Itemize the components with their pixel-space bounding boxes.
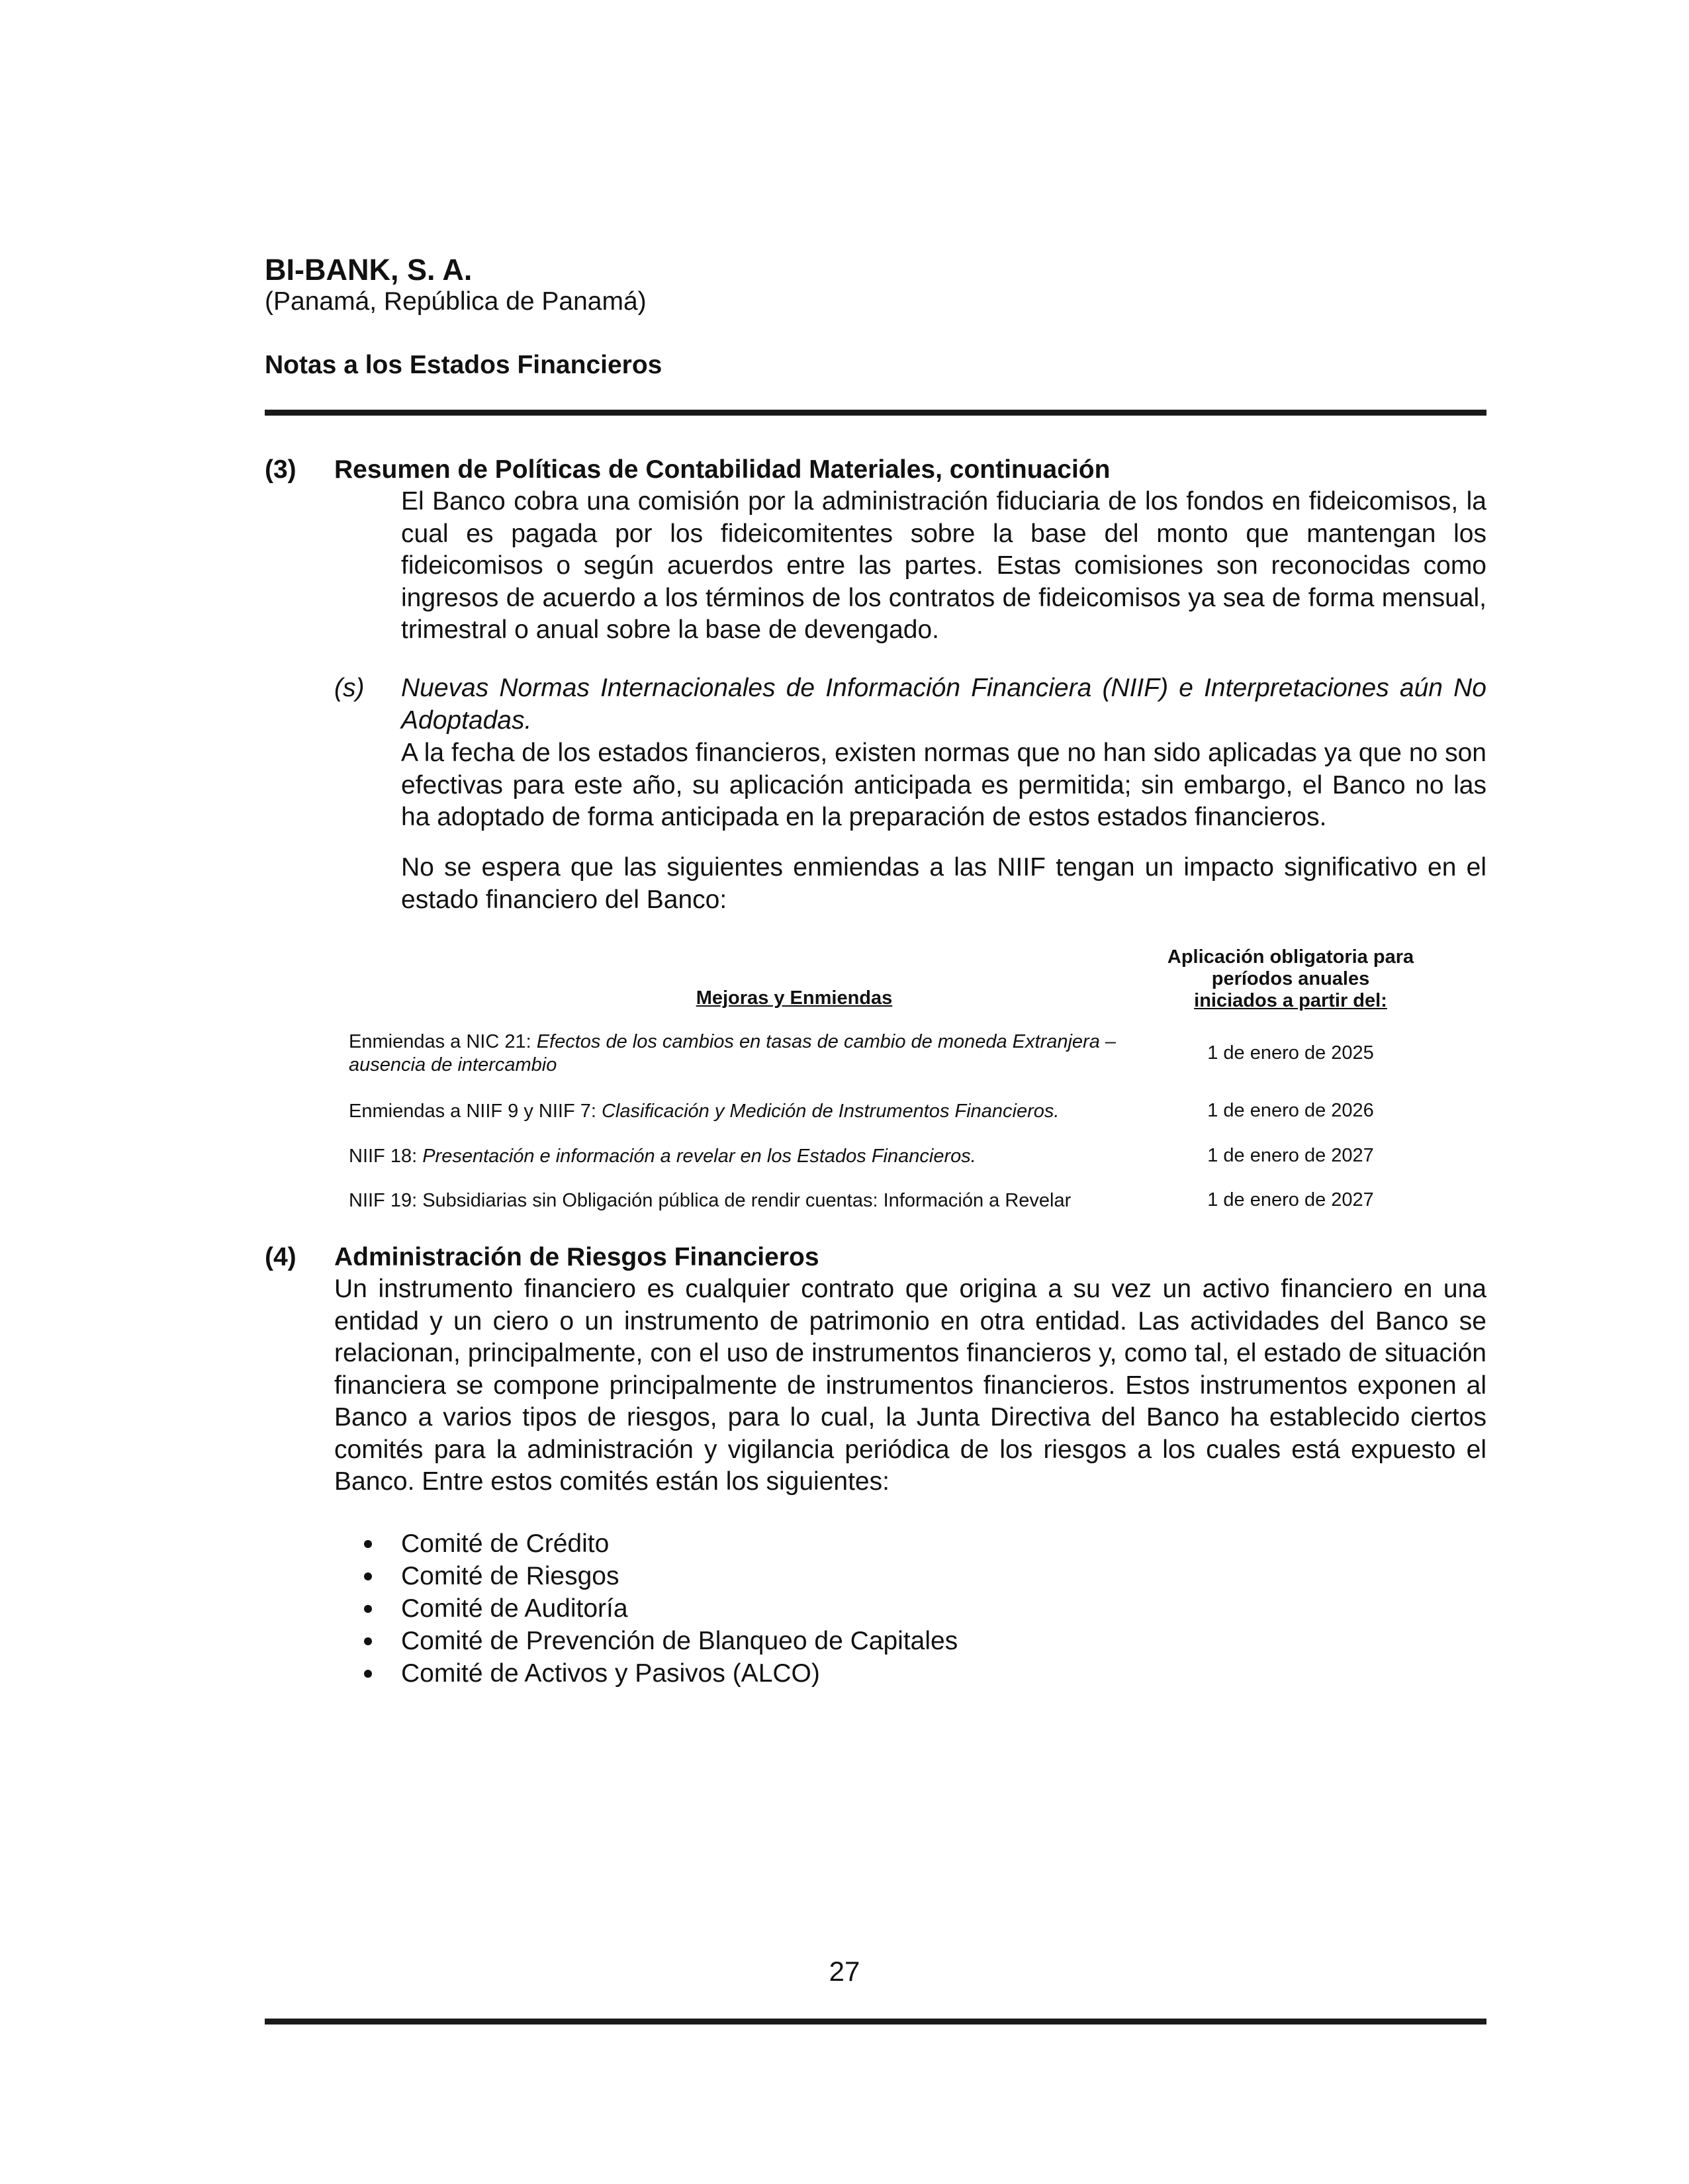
list-item: Comité de Prevención de Blanqueo de Capitales [351,1625,958,1657]
table-header-application-line-1: Aplicación obligatoria para [1167,946,1414,968]
section-3-title: Resumen de Políticas de Contabilidad Materiales, continuación [334,455,1111,484]
section-3-paragraph: El Banco cobra una comisión por la administración fiduciaria de los fondos en fideicomisos, la cual es pagada por los fideicomitentes sobre la base del monto que mantengan los fideicomisos o según acuerdos entre las partes. Estas comisiones son reconocidas como ingresos de acuerdo a los términos de los contratos de fideicomisos ya sea de forma mensual, trimestral o anual sobre la base de devengado. [401,487,1486,644]
list-item: Comité de Auditoría [351,1592,958,1625]
table-row-3-date: 1 de enero de 2027 [1207,1145,1374,1166]
subsection-s-paragraph-1: A la fecha de los estados financieros, existen normas que no han sido aplicadas ya que no son efectivas para este año, su aplicación anticipada es permitida; sin embargo, el Banco no las ha adoptado de forma anticipada en la preparación de estos estados financieros. [401,739,1486,831]
list-item: Comité de Activos y Pasivos (ALCO) [351,1657,958,1690]
table-row-1-description [349,1030,1130,1077]
bullet-icon [364,1605,372,1613]
page-number: 27 [829,1956,860,1987]
subsection-s-label: (s) [334,674,365,702]
table-header-application-line-3: iniciados a partir del: [1194,990,1387,1011]
section-4-paragraph: Un instrumento financiero es cualquier contrato que origina a su vez un activo financiero en una entidad y un ciero o un instrumento de patrimonio en otra entidad. Las actividades del Banco se relacionan, principalmente, con el uso de instrumentos financieros y, como tal, el estado de situación financiera se compone principalmente de instrumentos financieros. Estos instrumentos exponen al Banco a varios tipos de riesgos, para lo cual, la Junta Directiva del Banco ha establecido ciertos comités para la administración y vigilancia periódica de los riesgos a los cuales está expuesto el Banco. Entre estos comités están los siguientes: [334,1275,1486,1496]
table-row-2-prefix: Enmiendas a NIIF 9 y NIIF 7: [349,1101,602,1122]
section-3-number: (3) [265,455,297,484]
table-row-3-italic: Presentación e información a revelar en los Estados Financieros. [422,1146,976,1167]
table-row-4-description [349,1189,1130,1212]
company-country: (Panamá, República de Panamá) [265,287,647,316]
subsection-s-title: Nuevas Normas Internacionales de Información Financiera (NIIF) e Interpretaciones aún No Adoptadas. [401,674,1486,735]
committees-list [351,1527,958,1690]
table-row-4-date: 1 de enero de 2027 [1207,1189,1374,1210]
footer-divider [265,2019,1486,2025]
section-4-number: (4) [265,1243,297,1271]
table-row-2-description [349,1100,1130,1123]
table-row-1-prefix: Enmiendas a NIC 21: [349,1031,537,1052]
company-name: BI-BANK, S. A. [265,253,473,287]
table-row-1-italic: Efectos de los cambios en tasas de cambio de moneda Extranjera – ausencia de intercambio [349,1031,1117,1075]
document-title: Notas a los Estados Financieros [265,351,662,379]
bullet-icon [364,1637,372,1645]
table-row-1-date: 1 de enero de 2025 [1207,1042,1374,1064]
subsection-s-paragraph-2: No se espera que las siguientes enmiendas a las NIIF tengan un impacto significativo en el estado financiero del Banco: [401,853,1486,914]
bullet-icon [364,1670,372,1678]
table-row-2-italic: Clasificación y Medición de Instrumentos Financieros. [601,1101,1060,1122]
table-header-application-line-2: períodos anuales [1211,968,1370,989]
list-item: Comité de Riesgos [351,1560,958,1592]
table-row-3-description [349,1145,1130,1168]
table-header-improvements: Mejoras y Enmiendas [696,987,893,1009]
bullet-icon [364,1540,372,1548]
table-header-application [1138,946,1443,1012]
table-row-4-prefix: NIIF 19: Subsidiarias sin Obligación pública de rendir cuentas: Información a Revelar [349,1190,1072,1211]
bullet-icon [364,1572,372,1580]
list-item: Comité de Crédito [351,1527,958,1560]
table-row-2-date: 1 de enero de 2026 [1207,1100,1374,1121]
section-4-title: Administración de Riesgos Financieros [334,1243,819,1271]
header-divider [265,410,1486,416]
table-row-3-prefix: NIIF 18: [349,1146,423,1167]
